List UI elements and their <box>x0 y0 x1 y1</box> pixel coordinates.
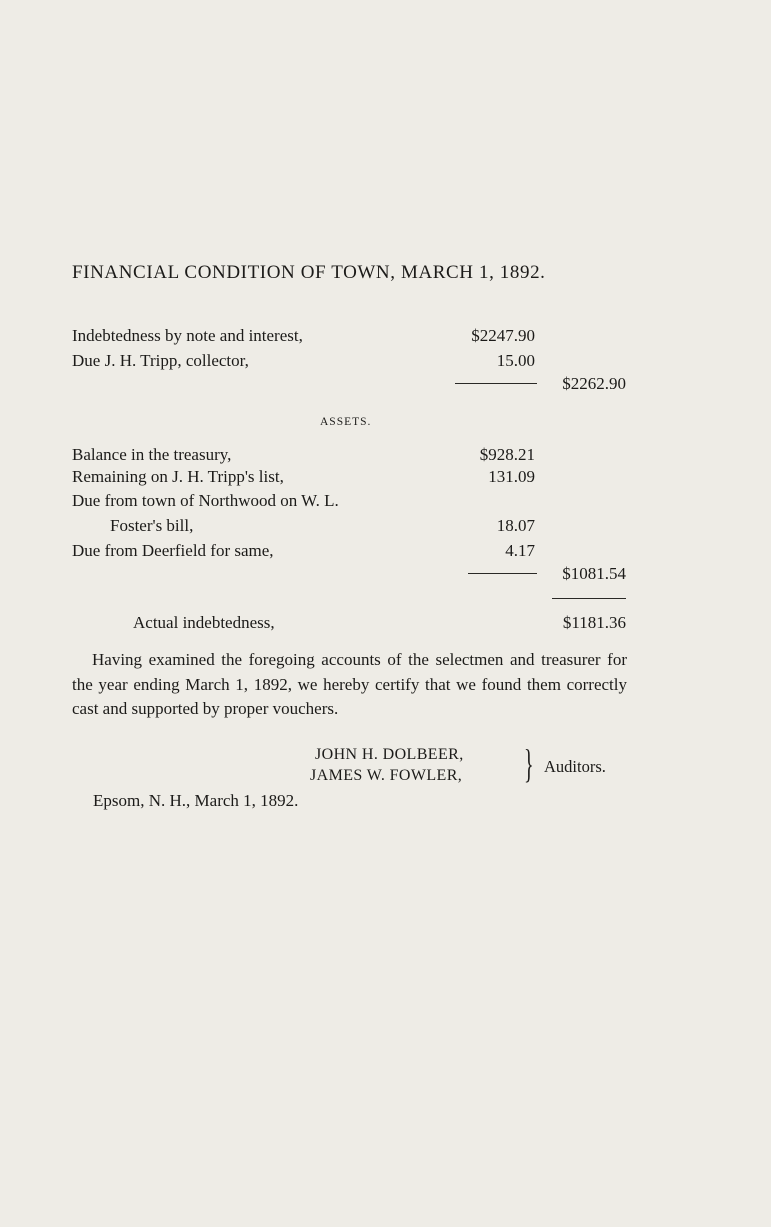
liability-amount: $2247.90 <box>471 326 535 345</box>
subtotal-rule <box>455 383 537 384</box>
subtotal-rule <box>468 573 537 574</box>
liabilities-total: $2262.90 <box>562 374 626 393</box>
liability-label: Due J. H. Tripp, collector, <box>72 351 249 370</box>
asset-label: Foster's bill, <box>110 516 194 535</box>
bleed-through-text <box>195 120 203 141</box>
liability-label: Indebtedness by note and interest, <box>72 326 303 345</box>
assets-heading: ASSETS. <box>320 416 372 428</box>
asset-label: Balance in the treasury, <box>72 445 232 464</box>
asset-label: Remaining on J. H. Tripp's list, <box>72 467 284 486</box>
page-title: FINANCIAL CONDITION OF TOWN, MARCH 1, 1892. <box>72 262 546 283</box>
liability-amount: 15.00 <box>496 351 535 370</box>
signature-name: JOHN H. DOLBEER, <box>315 746 464 763</box>
asset-amount: $928.21 <box>479 445 535 464</box>
dateline: Epsom, N. H., March 1, 1892. <box>93 791 299 810</box>
asset-label: Due from town of Northwood on W. L. <box>72 491 339 510</box>
asset-amount: 4.17 <box>505 541 535 560</box>
asset-amount: 131.09 <box>488 467 535 486</box>
certification-paragraph: Having examined the foregoing accounts of the selectmen and treasurer for the year ending March 1, 1892, we hereby certify that we found them correctly cast and supported by proper vouchers. <box>72 650 627 718</box>
assets-total: $1081.54 <box>562 564 626 583</box>
asset-amount: 18.07 <box>496 516 535 535</box>
asset-label: Due from Deerfield for same, <box>72 541 274 560</box>
signature-role: Auditors. <box>544 757 606 776</box>
signature-brace: } <box>524 741 534 786</box>
total-rule <box>552 598 626 599</box>
actual-indebtedness-amount: $1181.36 <box>562 613 626 632</box>
signature-name: JAMES W. FOWLER, <box>310 767 463 784</box>
actual-indebtedness-label: Actual indebtedness, <box>133 613 275 632</box>
